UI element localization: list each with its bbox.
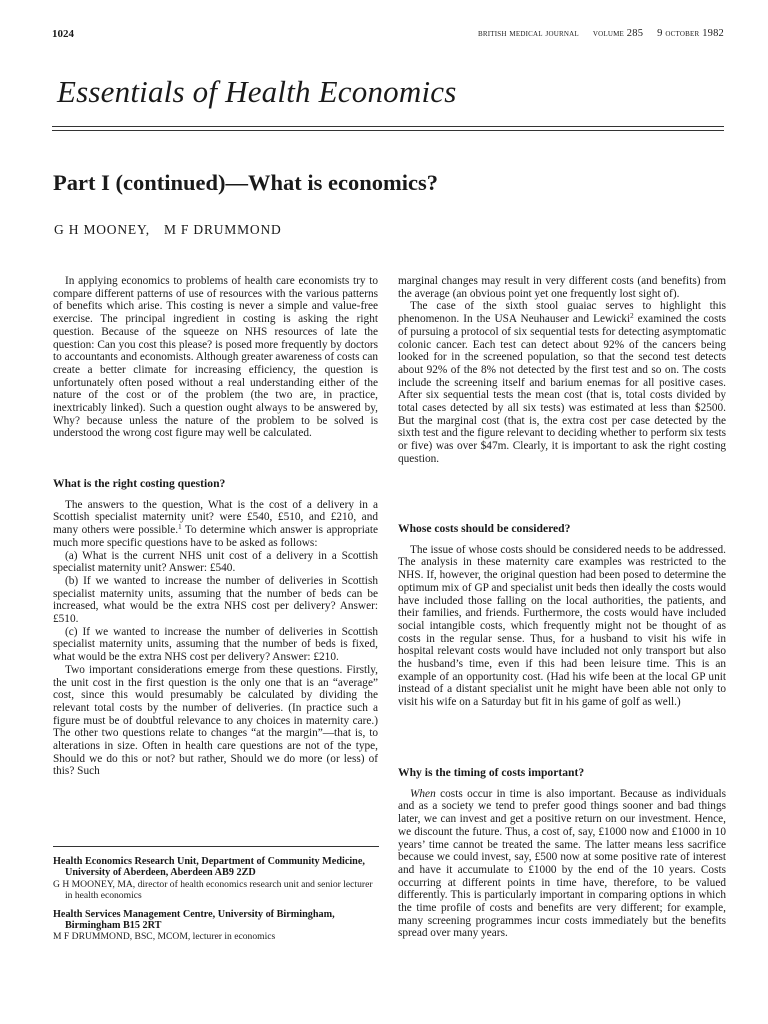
author-note-1: G H MOONEY, MA, director of health economics research unit and senior lecturer in health economics bbox=[53, 878, 373, 902]
journal-info bbox=[464, 28, 724, 39]
body-text: examined the costs of pursuing a protocol of six sequential tests for detecting asymptomatic colonic cancer. Each test can detect about 92% of the cancers being looked for in the screened population, so that the second test detects about 92% of the 8% not detected by the first test and so on. The costs include the screening itself and barium enemas for all positive cases. After six sequential tests the mean cost (that is, total costs divided by total cases detected by all six tests) was estimated at less than $2500. But the marginal cost (that is, the extra cost per case detected by the sixth test and the figure relevant to deciding whether to perform six tests or five) was over $47m. Clearly, it is important to ask the right costing question. bbox=[398, 313, 726, 465]
body-text: costs occur in time is also important. Because as individuals and as a society we tend to prefer good things sooner and bad things later, we can invest and get a positive return on our investment. Hence, we discount the future. Thus, a cost of, say, £1000 now and £1000 in 10 years’ time cannot be treated the same. The latter means less sacrifice because we could invest, say, £500 now at some positive rate of interest and have it accumulate to £1000 by the end of the 10 years. Costs occurring at different points in time have, therefore, to be valued differently. This is particularly important in comparing options in which the time profile of costs and benefits are very different; for example, many screening programmes incur costs immediately but the benefits spread over many years. bbox=[398, 787, 726, 940]
emphasis-text: When bbox=[410, 787, 436, 800]
page-number: 1024 bbox=[52, 28, 74, 40]
list-item-c: (c) If we wanted to increase the number of deliveries in Scottish specialist maternity units, assuming that the number of beds is fixed, what would be the extra NHS cost per delivery? Answer: £210. bbox=[53, 625, 378, 664]
affiliation-rule bbox=[53, 846, 379, 847]
affiliations bbox=[53, 856, 379, 950]
list-item-b: (b) If we wanted to increase the number of deliveries in Scottish specialist maternity units, assuming that the number of beds can be increased, what would be the extra NHS cost per delivery? Answer: £510. bbox=[53, 574, 378, 626]
author-note-2: M F DRUMMOND, BSC, MCOM, lecturer in economics bbox=[53, 931, 276, 943]
title-rule-bottom bbox=[52, 130, 724, 131]
body-text: The answers to the question, What is the cost of a delivery in a Scottish specialist maternity unit? were £540, £510, and £210, and many others were possible. bbox=[53, 498, 378, 537]
left-column-intro bbox=[53, 275, 378, 440]
journal-date: 9 october 1982 bbox=[657, 28, 724, 39]
body-text: To determine which answer is appropriate much more specific questions have to be asked as follows: bbox=[53, 524, 378, 549]
author-1: G H MOONEY, bbox=[54, 222, 150, 237]
affiliation-2: Health Services Management Centre, University of Birmingham, Birmingham B15 2RT bbox=[53, 908, 335, 932]
article-title: Part I (continued)—What is economics? bbox=[53, 170, 438, 195]
section-heading-costing: What is the right costing question? bbox=[53, 477, 226, 490]
author-line bbox=[54, 222, 282, 238]
section-heading-whose-costs: Whose costs should be considered? bbox=[398, 522, 571, 535]
body-text: The case of the sixth stool guaiac serves to highlight this phenomenon. In the USA Neuhauser and Lewicki bbox=[398, 300, 726, 326]
author-2: M F DRUMMOND bbox=[163, 222, 282, 237]
body-paragraph: The issue of whose costs should be considered needs to be addressed. The analysis in these maternity care examples was restricted to the NHS. If, however, the original question had been posed to determine the optimum mix of GP and specialist unit beds then ideally the costs would have included those falling on the local authorities, the patients, and their families, and friends. Furthermore, the costs would have included social intangible costs, which frequently might not be thought of as costs in the regular sense. Thus, for a husband to visit his wife in hospital relevant costs would have included not only transport but also the husband’s time, even if this had been leisure time. This is an example of an opportunity cost. (Had his wife been at the local GP unit instead of a distant specialist unit he might have been able not only to visit his wife on a Saturday but fit in his game of golf as well.) bbox=[398, 543, 726, 709]
affiliation-1: Health Economics Research Unit, Department of Community Medicine, University of Aberdeen, Aberdeen AB9 2ZD bbox=[53, 856, 365, 879]
reference-marker: 1 bbox=[178, 523, 182, 532]
journal-volume: volume 285 bbox=[592, 28, 644, 39]
right-column-middle bbox=[398, 523, 726, 709]
body-paragraph bbox=[53, 499, 378, 550]
right-column-top bbox=[398, 275, 726, 466]
left-column-body bbox=[53, 478, 378, 778]
journal-name: british medical journal bbox=[477, 28, 579, 39]
reference-marker: 2 bbox=[630, 312, 634, 321]
body-paragraph bbox=[398, 300, 726, 465]
list-item-a: (a) What is the current NHS unit cost of a delivery in a Scottish specialist maternity unit? Answer: £540. bbox=[53, 549, 378, 575]
running-header bbox=[52, 28, 724, 44]
intro-paragraph: In applying economics to problems of health care economists try to compare different patterns of use of resources with the various patterns of benefits which arise. This costing is never a simple and value-free exercise. The principal ingredient in costing is asking the right question. Because of the squeeze on NHS resources of late the question: Can you cost this please? is posed more frequently by doctors to accountants and economists. Although greater awareness of costs can create a better climate for increasing efficiency, the question is unfortunately often posed without a real understanding either of the nature of the cost or of the problem (the two are, in practice, inextricably linked). Such a question ought always to be answered by, Why? because unless the nature of the problem to be solved is understood the wrong cost figure may well be calculated. bbox=[53, 275, 379, 440]
series-title: Essentials of Health Economics bbox=[57, 74, 457, 109]
right-column-bottom bbox=[398, 767, 726, 940]
section-heading-timing: Why is the timing of costs important? bbox=[398, 766, 585, 779]
body-paragraph bbox=[398, 788, 726, 940]
body-paragraph: marginal changes may result in very different costs (and benefits) from the average (an obvious point yet one frequently lost sight of). bbox=[398, 275, 726, 300]
title-rule-top bbox=[52, 126, 724, 127]
body-paragraph: Two important considerations emerge from these questions. Firstly, the unit cost in the first question is the only one that is an “average” cost, since this would presumably be calculated by dividing the relevant total costs by the number of deliveries. (In practice such a figure must be of doubtful relevance to any choices in maternity care.) The other two questions relate to changes “at the margin”—that is, to alterations in size. Often in health care questions are not of the type, Should we do this or not? but rather, Should we do more (or less) of this? Such bbox=[53, 663, 378, 778]
